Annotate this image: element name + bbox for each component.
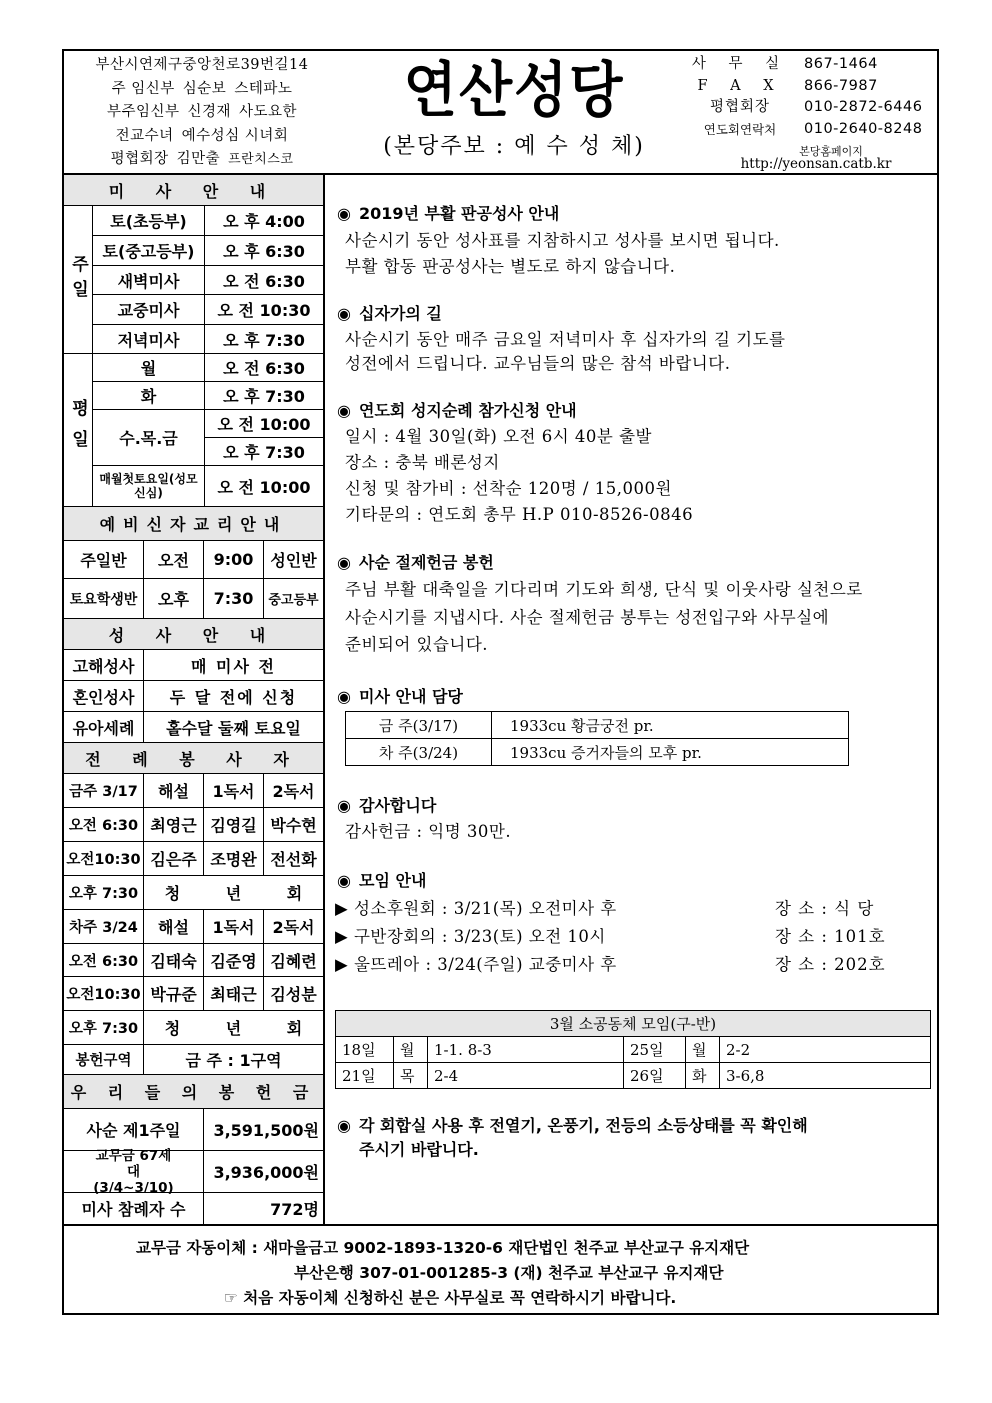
mass-row: 월 오 전 6:30 [93,354,323,382]
mass-duty-table [345,711,849,766]
address: 부산시연제구중앙천로39번길14 [95,57,309,73]
notice-line: 장소 : 충북 배론성지 [345,453,500,472]
meeting-place: 장 소 : 202호 [775,955,886,974]
bulletin-footer [64,1224,937,1313]
offering-district-row: 봉헌구역 금 주 : 1구역 [64,1045,323,1075]
mass-row: 수.목.금 오 전 10:00 오 후 7:30 [93,410,323,466]
mass-row: 저녁미사 오 후 7:30 [93,325,323,354]
table-row: 21일 목 2-4 26일 화 3-6,8 [336,1063,931,1089]
liturgy-row: 오전10:30 김은주 조명완 전선화 [64,842,323,876]
notice-bullet-icon: ◉ [337,553,351,572]
sacrament-row: 혼인성사 두 달 전에 신청 [64,681,323,712]
parish-staff-info [68,54,336,172]
bulletin-sheet [62,49,939,1315]
notice-title: ◉ 미사 안내 담당 [337,687,463,706]
homepage-link[interactable]: http://yeonsan.catb.kr [740,156,892,172]
table-row: 3월 소공동체 모임(구-반) [336,1011,931,1037]
notice-title: ◉ 사순 절제헌금 봉헌 [337,553,494,572]
office-phone: 사 무 실 867-1464 [691,56,878,72]
sacrament-row: 고해성사 매 미사 전 [64,650,323,681]
notice-title: ◉ 연도회 성지순례 참가신청 안내 [337,401,577,420]
title-block [344,51,684,160]
catechumen-row: 토요학생반 오후 7:30 중고등부 [64,579,323,619]
yeondo-phone: 연도회연락처 010-2640-8248 [703,120,923,137]
table-row: 18일 월 1-1. 8-3 25일 월 2-2 [336,1037,931,1063]
triangle-bullet-icon: ▶ [335,955,349,974]
notice-bullet-icon: ◉ [337,304,351,323]
liturgy-row: 오후 7:30 청 년 회 [64,876,323,910]
mass-row: 토(중고등부) 오 후 6:30 [93,236,323,266]
mass-guide-heading: 미 사 안 내 [64,175,323,206]
contact-info [684,54,934,140]
notice-line: 신청 및 참가비 : 선착순 120명 / 15,000원 [345,479,672,498]
meeting-item: ▶ 울뜨레아 : 3/24(주일) 교중미사 후 [335,955,617,974]
meeting-place: 장 소 : 101호 [775,927,886,946]
notice-line: 사순시기를 지냅시다. 사순 절제헌금 봉투는 성전입구와 사무실에 [345,608,830,627]
mass-row: 교중미사 오 전 10:30 [93,295,323,325]
notice-line: 성전에서 드립니다. 교우님들의 많은 참석 바랍니다. [345,354,731,373]
offering-heading: 우 리 들 의 봉 헌 금 [64,1075,323,1109]
notices-column [327,175,937,1224]
meeting-item: ▶ 성소후원회 : 3/21(목) 오전미사 후 [335,899,617,918]
notice-line: 기타문의 : 연도회 총무 H.P 010-8526-0846 [345,505,694,524]
liturgy-row: 오전10:30 박규준 최태근 김성분 [64,977,323,1011]
table-row: 금 주(3/17) 1933cu 황금궁전 pr. [346,712,849,739]
mass-row: 토(초등부) 오 후 4:00 [93,206,323,236]
notice-bullet-icon: ◉ [337,871,351,890]
parish-title: 연산성당 [403,56,625,126]
meeting-place: 장 소 : 식 당 [775,899,875,918]
small-community-table [335,1010,931,1089]
council-phone: 평협회장 010-2872-6446 [709,99,923,115]
left-column [64,175,325,1224]
council-president-row: 평협회장 김만출 프란치스코 [110,151,294,167]
liturgy-heading: 전 례 봉 사 자 [64,743,323,774]
meeting-item: ▶ 구반장회의 : 3/23(토) 오전 10시 [335,927,606,946]
contact-notice-line: ☞ 처음 자동이체 신청하신 분은 사무실로 꼭 연락하시기 바랍니다. [224,1289,677,1307]
notice-line: 감사헌금 : 익명 30만. [345,822,512,841]
notice-title: ◉ 모임 안내 [337,871,427,890]
liturgy-row: 오후 7:30 청 년 회 [64,1011,323,1045]
notice-line: 주님 부활 대축일을 기다리며 기도와 희생, 단식 및 이웃사랑 실천으로 [345,580,863,599]
notice-line: 사순시기 동안 성사표를 지참하시고 성사를 보시면 됩니다. [345,231,780,250]
liturgy-row: 오전 6:30 최영근 김영길 박수현 [64,808,323,842]
triangle-bullet-icon: ▶ [335,899,349,918]
table-row: 차 주(3/24) 1933cu 증거자들의 모후 pr. [346,739,849,766]
notice-line: 주시기 바랍니다. [359,1140,479,1159]
assistant-pastor-row: 부주임신부 신경재 사도요한 [106,104,298,120]
homepage-label: 본당홈페이지 [799,145,863,158]
notice-line: 부활 합동 판공성사는 별도로 하지 않습니다. [345,257,676,276]
offering-row: 교무금 67세대 (3/4~3/10) 3,936,000원 [64,1151,323,1193]
notice-bullet-icon: ◉ [337,1116,351,1135]
bank-account-line: 부산은행 307-01-001285-3 (재) 천주교 부산교구 유지재단 [294,1264,724,1282]
notice-bullet-icon: ◉ [337,401,351,420]
notice-line: 준비되어 있습니다. [345,635,489,654]
pastor-row: 주 임신부 심순보 스테파노 [111,80,293,97]
triangle-bullet-icon: ▶ [335,927,349,946]
notice-title: ◉ 각 회합실 사용 후 전열기, 온풍기, 전등의 소등상태를 꼭 확인해 [337,1116,808,1135]
weekday-label: 평일 [64,354,93,507]
notice-bullet-icon: ◉ [337,796,351,815]
notice-bullet-icon: ◉ [337,687,351,706]
auto-transfer-line: 교무금 자동이체 : 새마을금고 9002-1893-1320-6 재단법인 천주교 부산교구 유지재단 [136,1239,750,1257]
sister-row: 전교수녀 예수성심 시녀회 [115,127,289,144]
catechumen-row: 주일반 오전 9:00 성인반 [64,541,323,579]
mass-row: 화 오 후 7:30 [93,382,323,410]
offering-row: 미사 참례자 수 772명 [64,1193,323,1224]
liturgy-row: 금주 3/17 해설 1독서 2독서 [64,774,323,808]
fax-number: F A X 866-7987 [697,77,878,94]
offering-row: 사순 제1주일 3,591,500원 [64,1109,323,1151]
notice-line: 사순시기 동안 매주 금요일 저녁미사 후 십자가의 길 기도를 [345,330,786,349]
sacrament-row: 유아세례 홀수달 둘째 토요일 [64,712,323,743]
notice-title: ◉ 2019년 부활 판공성사 안내 [337,204,560,223]
notice-line: 일시 : 4월 30일(화) 오전 6시 40분 출발 [345,427,652,446]
liturgy-row: 차주 3/24 해설 1독서 2독서 [64,910,323,944]
catechumen-heading: 예비신자교리안내 [64,507,323,541]
sacrament-heading: 성 사 안 내 [64,619,323,650]
notice-title: ◉ 십자가의 길 [337,304,442,323]
mass-row: 새벽미사 오 전 6:30 [93,266,323,295]
notice-bullet-icon: ◉ [337,204,351,223]
sunday-label: 주일 [64,206,93,354]
liturgy-row: 오전 6:30 김태숙 김준영 김혜련 [64,944,323,977]
bulletin-header [64,51,937,175]
mass-row: 매월첫토요일(성모신심) 오 전 10:00 [93,466,323,507]
bulletin-subtitle: (본당주보 : 예 수 성 체) [383,134,645,159]
notice-title: ◉ 감사합니다 [337,796,437,815]
